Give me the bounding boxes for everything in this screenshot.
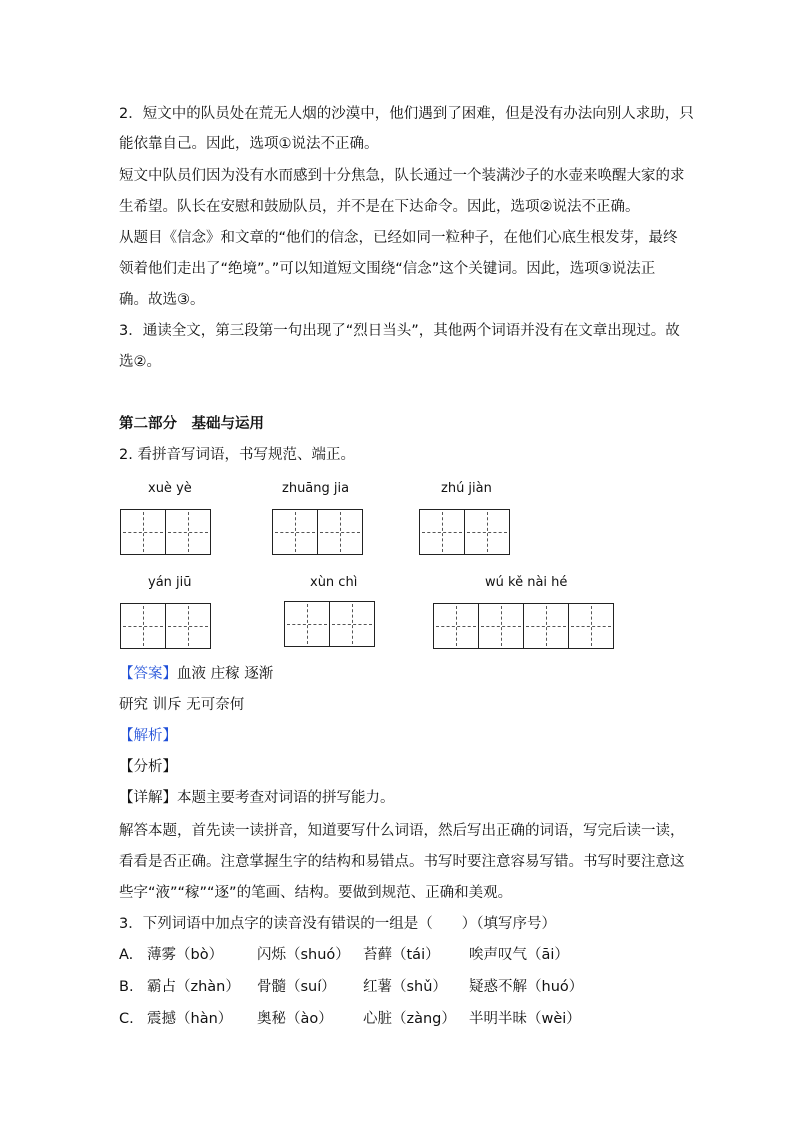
- question-3-prompt: 3．下列词语中加点字的读音没有错误的一组是（ ）（填写序号）: [119, 916, 556, 932]
- writing-grid[interactable]: [272, 509, 363, 555]
- writing-cell[interactable]: [317, 509, 363, 555]
- option-item: 闪烁（shuó）: [257, 947, 350, 963]
- pinyin-label: wú kě nài hé: [485, 575, 568, 590]
- writing-grid[interactable]: [120, 603, 211, 649]
- writing-cell[interactable]: [284, 601, 330, 647]
- answer-tag: 【答案】: [119, 666, 177, 682]
- writing-cell[interactable]: [523, 603, 569, 649]
- analysis-line: 选②。: [119, 354, 161, 370]
- xiangjie-line: [119, 788, 395, 808]
- analysis-line: 确。故选③。: [119, 292, 205, 308]
- option-row-a: [119, 945, 569, 965]
- writing-cell[interactable]: [165, 603, 211, 649]
- explain-line: 解答本题，首先读一读拼音，知道要写什么词语，然后写出正确的词语，写完后读一读，: [119, 823, 685, 839]
- pinyin-label: yán jiū: [148, 575, 192, 590]
- explain-line: 些字“液”“稼”“逐”的笔画、结构。要做到规范、正确和美观。: [119, 885, 513, 901]
- question-2-prompt: 2. 看拼音写词语，书写规范、端正。: [119, 447, 355, 463]
- writing-cell[interactable]: [478, 603, 524, 649]
- writing-cell[interactable]: [464, 509, 510, 555]
- pinyin-label: zhuāng jia: [282, 481, 350, 496]
- explain-line: 看看是否正确。注意掌握生字的结构和易错点。书写时要注意容易写错。书写时要注意这: [119, 854, 685, 870]
- xiangjie-text: 本题主要考查对词语的拼写能力。: [177, 790, 395, 806]
- analysis-line: 能依靠自己。因此，选项①说法不正确。: [119, 136, 379, 152]
- pinyin-label: xùn chì: [310, 575, 358, 590]
- writing-cell[interactable]: [272, 509, 318, 555]
- analysis-line: 3．通读全文，第三段第一句出现了“烈日当头”，其他两个词语并没有在文章出现过。故: [119, 323, 680, 339]
- option-item: 唉声叹气（āi）: [469, 947, 569, 963]
- answer-line-2: 研究 训斥 无可奈何: [119, 697, 245, 713]
- option-row-b: [119, 977, 583, 997]
- analysis-line: 2．短文中的队员处在荒无人烟的沙漠中，他们遇到了困难，但是没有办法向别人求助，只: [119, 106, 694, 122]
- writing-grid[interactable]: [419, 509, 510, 555]
- option-label: B.: [119, 979, 134, 995]
- writing-cell[interactable]: [568, 603, 614, 649]
- fenxi-tag: 【分析】: [119, 759, 177, 775]
- pinyin-label: zhú jiàn: [441, 481, 492, 496]
- writing-cell[interactable]: [165, 509, 211, 555]
- answer-line: [119, 664, 273, 684]
- option-item: 疑惑不解（huó）: [469, 979, 584, 995]
- section-title: 第二部分 基础与运用: [119, 416, 264, 432]
- writing-cell[interactable]: [120, 603, 166, 649]
- option-label: A.: [119, 947, 134, 963]
- writing-cell[interactable]: [433, 603, 479, 649]
- writing-cell[interactable]: [329, 601, 375, 647]
- analysis-line: 从题目《信念》和文章的“他们的信念，已经如同一粒种子，在他们心底生根发芽，最终: [119, 230, 678, 246]
- writing-grid[interactable]: [433, 603, 614, 649]
- analysis-line: 短文中队员们因为没有水而感到十分焦急，队长通过一个装满沙子的水壶来唤醒大家的求: [119, 168, 685, 184]
- option-item: 震撼（hàn）: [147, 1011, 233, 1027]
- writing-grid[interactable]: [120, 509, 211, 555]
- option-item: 红薯（shǔ）: [363, 979, 447, 995]
- writing-grid[interactable]: [284, 601, 375, 647]
- pinyin-label: xuè yè: [148, 481, 192, 496]
- writing-cell[interactable]: [120, 509, 166, 555]
- option-item: 奥秘（ào）: [257, 1011, 333, 1027]
- answer-text: 血液 庄稼 逐渐: [177, 666, 274, 682]
- option-item: 骨髓（suí）: [257, 979, 336, 995]
- analysis-line: 领着他们走出了“绝境”。”可以知道短文围绕“信念”这个关键词。因此，选项③说法正: [119, 261, 656, 277]
- option-label: C.: [119, 1011, 134, 1027]
- option-item: 半明半昧（wèi）: [469, 1011, 581, 1027]
- xiangjie-tag: 【详解】: [119, 790, 177, 806]
- option-item: 霸占（zhàn）: [147, 979, 240, 995]
- option-row-c: [119, 1009, 581, 1029]
- option-item: 苔藓（tái）: [363, 947, 440, 963]
- option-item: 心脏（zàng）: [363, 1011, 456, 1027]
- writing-cell[interactable]: [419, 509, 465, 555]
- option-item: 薄雾（bò）: [147, 947, 224, 963]
- analysis-line: 生希望。队长在安慰和鼓励队员，并不是在下达命令。因此，选项②说法不正确。: [119, 199, 640, 215]
- jiexi-tag: 【解析】: [119, 728, 177, 744]
